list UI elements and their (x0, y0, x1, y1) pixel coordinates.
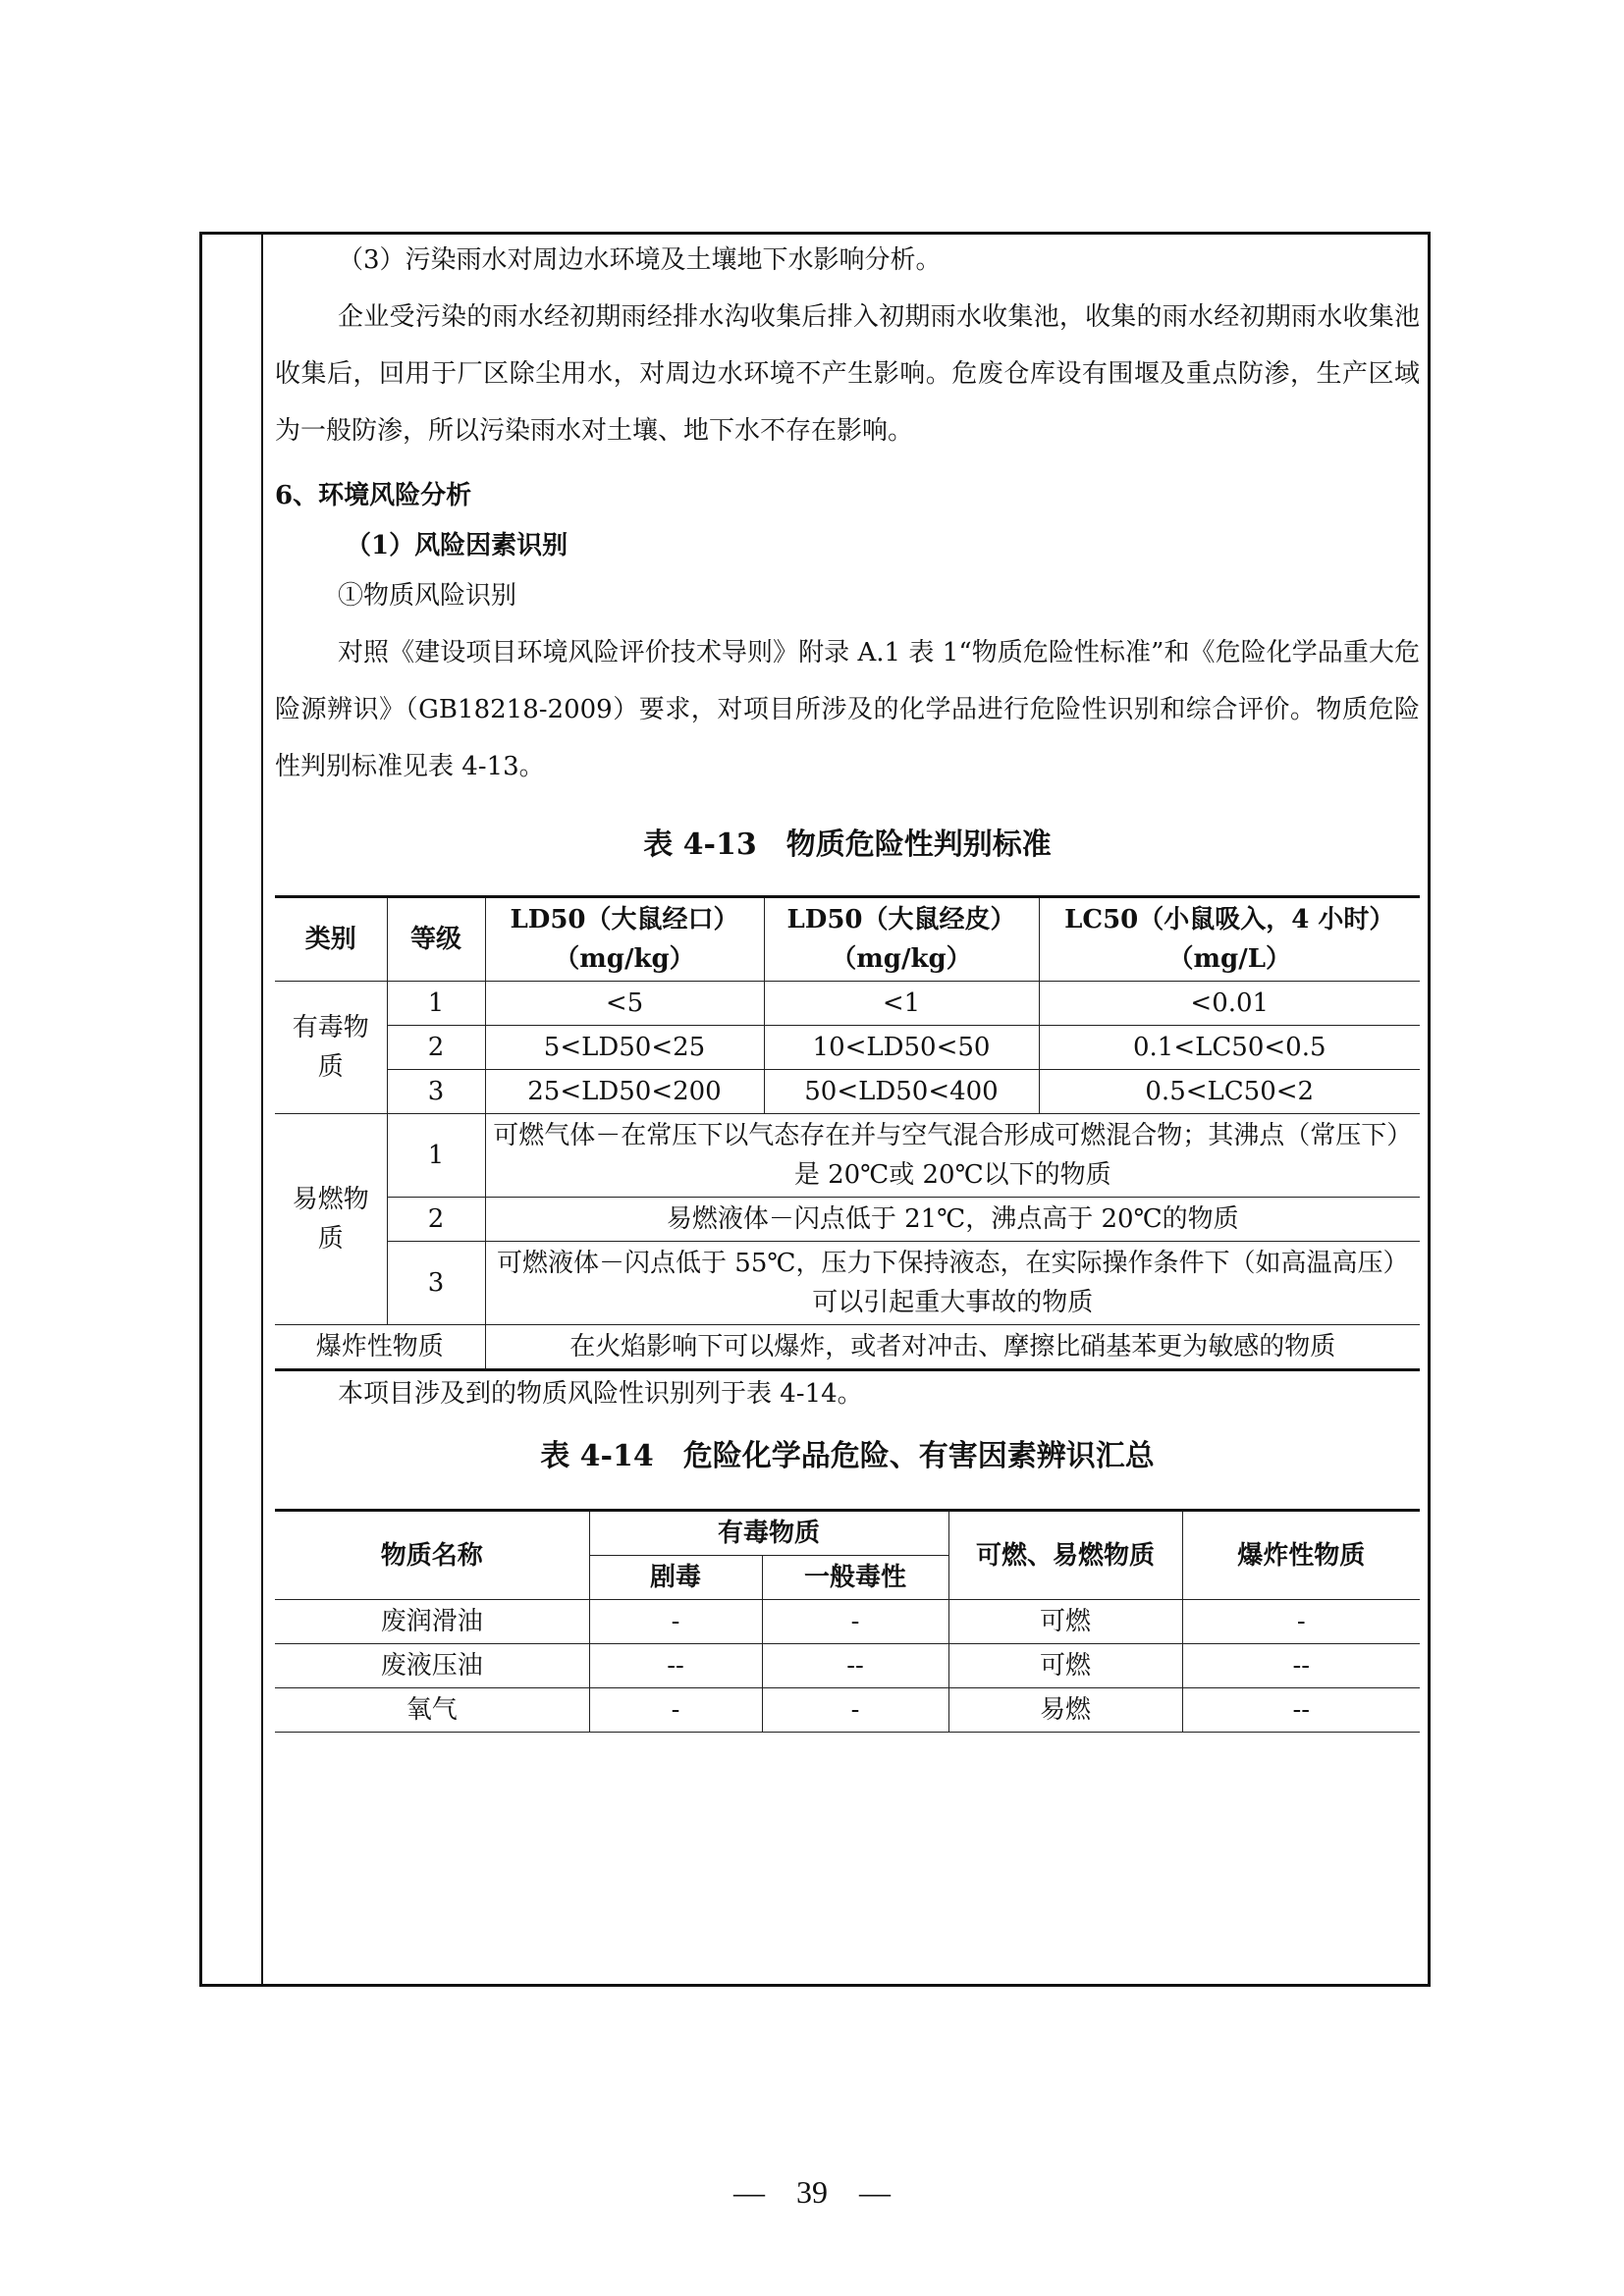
table-row (275, 1114, 1420, 1198)
table-cell: <5 (485, 982, 764, 1026)
table-row (275, 1644, 1420, 1688)
table-row (275, 1198, 1420, 1242)
toxic-category-cell: 有毒物质 (275, 982, 387, 1114)
table-cell: 可燃 (948, 1644, 1182, 1688)
table-row (275, 1600, 1420, 1644)
table-cell: 0.1<LC50<0.5 (1039, 1026, 1420, 1070)
frame-left-column-divider (261, 235, 263, 1984)
table-row (275, 1242, 1420, 1325)
table-cell: - (762, 1600, 948, 1644)
grade-cell: 2 (387, 1026, 485, 1070)
table-cell: 5<LD50<25 (485, 1026, 764, 1070)
table-cell: 在火焰影响下可以爆炸，或者对冲击、摩擦比硝基苯更为敏感的物质 (485, 1325, 1420, 1370)
table-row (275, 982, 1420, 1026)
table-cell: 可燃气体－在常压下以气态存在并与空气混合形成可燃混合物；其沸点（常压下）是 20℃或 20℃以下的物质 (485, 1114, 1420, 1198)
table-cell: 50<LD50<400 (764, 1070, 1039, 1114)
table-cell: - (762, 1688, 948, 1733)
section6-paragraph: 对照《建设项目环境风险评价技术导则》附录 A.1 表 1“物质危险性标准”和《危险化学品重大危险源辨识》（GB18218-2009）要求，对项目所涉及的化学品进行危险性识别和综合评价。物质危险性判别标准见表 4-13。 (275, 638, 1420, 781)
table-cell: 10<LD50<50 (764, 1026, 1039, 1070)
header-ld50-oral: LD50（大鼠经口） （mg/kg） (485, 897, 764, 982)
table14-intro: 本项目涉及到的物质风险性识别列于表 4-14。 (338, 1379, 863, 1409)
grade-cell: 3 (387, 1070, 485, 1114)
table-cell: 易燃液体－闪点低于 21℃，沸点高于 20℃的物质 (485, 1198, 1420, 1242)
table14-header-row (275, 1511, 1420, 1556)
table-row (275, 1688, 1420, 1733)
page-content (275, 232, 1420, 1733)
section3-heading: （3）污染雨水对周边水环境及土壤地下水影响分析。 (338, 245, 942, 275)
table13 (275, 895, 1420, 1371)
header-highly-toxic: 剧毒 (589, 1556, 762, 1600)
section6-sub-heading: （1）风险因素识别 (346, 531, 568, 561)
header-category: 类别 (275, 897, 387, 982)
table-cell: 0.5<LC50<2 (1039, 1070, 1420, 1114)
header-toxic: 有毒物质 (589, 1511, 948, 1556)
section6-heading: 6、环境风险分析 (275, 481, 472, 510)
table-cell: 可燃 (948, 1600, 1182, 1644)
table-cell: - (1182, 1600, 1420, 1644)
table-row (275, 1026, 1420, 1070)
table-cell: - (589, 1600, 762, 1644)
section6-sub-sub-heading: ①物质风险识别 (338, 581, 517, 611)
section3-paragraph: 企业受污染的雨水经初期雨经排水沟收集后排入初期雨水收集池，收集的雨水经初期雨水收集池收集后，回用于厂区除尘用水，对周边水环境不产生影响。危废仓库设有围堰及重点防渗，生产区域为一般防渗，所以污染雨水对土壤、地下水不存在影响。 (275, 302, 1420, 446)
table-cell: -- (762, 1644, 948, 1688)
table13-header-row (275, 897, 1420, 982)
table-row (275, 1325, 1420, 1370)
table-cell: 可燃液体－闪点低于 55℃，压力下保持液态，在实际操作条件下（如高温高压）可以引起重大事故的物质 (485, 1242, 1420, 1325)
table-cell: 氧气 (275, 1688, 589, 1733)
table14 (275, 1509, 1420, 1733)
header-substance-name: 物质名称 (275, 1511, 589, 1600)
table-cell: -- (1182, 1644, 1420, 1688)
header-grade: 等级 (387, 897, 485, 982)
grade-cell: 1 (387, 982, 485, 1026)
table14-caption: 表 4-14 危险化学品危险、有害因素辨识汇总 (540, 1439, 1155, 1473)
header-lc50: LC50（小鼠吸入，4 小时） （mg/L） (1039, 897, 1420, 982)
table-cell: 易燃 (948, 1688, 1182, 1733)
table-cell: 废液压油 (275, 1644, 589, 1688)
header-explosive: 爆炸性物质 (1182, 1511, 1420, 1600)
table-row (275, 1070, 1420, 1114)
table-cell: -- (1182, 1688, 1420, 1733)
table-cell: 25<LD50<200 (485, 1070, 764, 1114)
table-cell: <0.01 (1039, 982, 1420, 1026)
header-flammable: 可燃、易燃物质 (948, 1511, 1182, 1600)
explosive-category-cell: 爆炸性物质 (275, 1325, 485, 1370)
table-cell: 废润滑油 (275, 1600, 589, 1644)
header-general-toxic: 一般毒性 (762, 1556, 948, 1600)
table13-caption: 表 4-13 物质危险性判别标准 (643, 828, 1052, 862)
grade-cell: 1 (387, 1114, 485, 1198)
header-ld50-skin: LD50（大鼠经皮） （mg/kg） (764, 897, 1039, 982)
flammable-category-cell: 易燃物质 (275, 1114, 387, 1325)
table-cell: -- (589, 1644, 762, 1688)
grade-cell: 3 (387, 1242, 485, 1325)
grade-cell: 2 (387, 1198, 485, 1242)
table-cell: - (589, 1688, 762, 1733)
table-cell: <1 (764, 982, 1039, 1026)
page-number: — 39 — (732, 2174, 891, 2210)
